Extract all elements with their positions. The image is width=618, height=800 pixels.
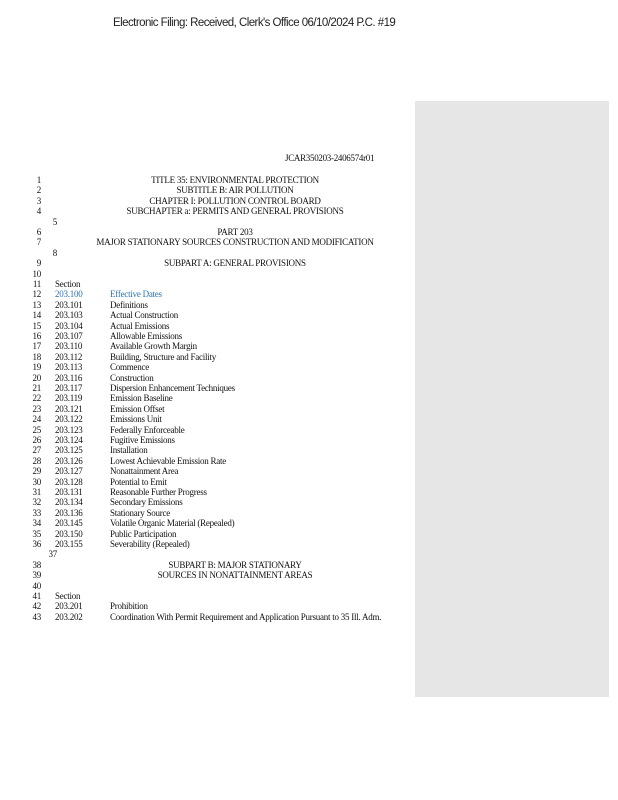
line-row	[0, 185, 618, 195]
section-number: 203.107	[55, 331, 83, 341]
line-row	[0, 248, 618, 258]
line-row	[0, 217, 618, 227]
section-number: 203.110	[55, 341, 83, 352]
line-number: 1	[36, 175, 41, 185]
section-row	[0, 425, 618, 435]
line-row	[0, 570, 618, 580]
section-title: Actual Construction	[110, 310, 178, 321]
line-number: 27	[32, 445, 41, 456]
section-title: Nonattainment Area	[110, 466, 179, 477]
section-number: 203.104	[55, 320, 83, 331]
section-row	[0, 300, 618, 310]
section-number-link[interactable]: 203.100	[55, 289, 83, 300]
section-title: Fugitive Emissions	[110, 435, 175, 445]
line-number: 33	[32, 507, 41, 518]
line-number: 24	[32, 414, 41, 425]
line-row	[0, 237, 618, 247]
section-title: Lowest Achievable Emission Rate	[110, 455, 226, 466]
line-number: 12	[32, 289, 41, 300]
section-row	[0, 383, 618, 393]
line-number: 36	[32, 539, 41, 549]
section-title: Severability (Repealed)	[110, 539, 190, 549]
section-title: Construction	[110, 372, 154, 383]
subpart-b-subheading: SOURCES IN NONATTAINMENT AREAS	[157, 570, 313, 581]
section-title: Secondary Emissions	[110, 497, 183, 508]
line-row	[0, 258, 618, 268]
line-number: 14	[32, 310, 41, 321]
section-title: Building, Structure and Facility	[110, 351, 216, 362]
section-row	[0, 601, 618, 611]
section-number: 203.150	[55, 528, 83, 539]
line-row	[0, 227, 618, 237]
line-number: 30	[32, 476, 41, 487]
line-number: 39	[32, 570, 41, 581]
section-number: 203.201	[55, 601, 83, 612]
line-row	[0, 206, 618, 216]
section-row	[0, 487, 618, 497]
section-title: Stationary Source	[110, 507, 170, 518]
section-number: 203.101	[55, 299, 83, 310]
section-number: 203.126	[55, 455, 83, 466]
line-number: 17	[32, 341, 41, 352]
section-row	[0, 321, 618, 331]
line-row	[0, 581, 618, 591]
section-number: 203.103	[55, 310, 83, 321]
section-title-link[interactable]: Effective Dates	[110, 289, 162, 300]
line-row	[0, 269, 618, 279]
section-row	[0, 529, 618, 539]
section-row	[0, 310, 618, 320]
line-number: 20	[32, 372, 41, 383]
section-number: 203.127	[55, 466, 83, 477]
section-row	[0, 466, 618, 476]
line-number: 10	[32, 268, 41, 279]
line-number: 16	[32, 331, 41, 341]
subpart-b-heading: SUBPART B: MAJOR STATIONARY	[168, 559, 302, 570]
section-row	[0, 404, 618, 414]
section-title: Emission Baseline	[110, 393, 173, 404]
chapter-heading: CHAPTER I: POLLUTION CONTROL BOARD	[149, 195, 321, 206]
line-number: 3	[36, 195, 41, 206]
section-title: Reasonable Further Progress	[110, 487, 207, 497]
section-title: Volatile Organic Material (Repealed)	[110, 518, 235, 529]
section-row	[0, 508, 618, 518]
section-title: Installation	[110, 445, 148, 456]
filing-stamp: Electronic Filing: Received, Clerk's Office 06/10/2024 P.C. #19	[113, 17, 396, 29]
line-number: 23	[32, 403, 41, 414]
section-number: 203.113	[55, 362, 83, 373]
line-number: 15	[32, 320, 41, 331]
section-title: Dispersion Enhancement Techniques	[110, 383, 235, 393]
section-row	[0, 539, 618, 549]
line-number: 4	[36, 206, 41, 217]
section-number: 203.155	[55, 539, 83, 549]
section-row	[0, 341, 618, 351]
line-row	[0, 279, 618, 289]
section-title: Emission Offset	[110, 403, 165, 414]
section-row	[0, 445, 618, 455]
line-number: 31	[32, 487, 41, 497]
line-number: 25	[32, 424, 41, 435]
line-number: 11	[32, 279, 41, 289]
line-number: 29	[32, 466, 41, 477]
section-row	[0, 373, 618, 383]
section-number: 203.124	[55, 435, 83, 445]
section-title: Public Participation	[110, 528, 177, 539]
section-number: 203.112	[55, 351, 83, 362]
line-row	[0, 175, 618, 185]
section-number: 203.116	[55, 372, 83, 383]
section-number: 203.119	[55, 393, 83, 404]
line-number: 18	[32, 351, 41, 362]
line-number: 8	[52, 247, 57, 258]
line-number: 32	[32, 497, 41, 508]
line-row	[0, 560, 618, 570]
section-row	[0, 352, 618, 362]
section-row	[0, 456, 618, 466]
section-number: 203.131	[55, 487, 83, 497]
line-number: 41	[32, 591, 41, 601]
line-row	[0, 591, 618, 601]
document-id: JCAR350203-2406574r01	[285, 153, 375, 163]
section-title: Emissions Unit	[110, 414, 162, 425]
section-number: 203.145	[55, 518, 83, 529]
subpart-a-heading: SUBPART A: GENERAL PROVISIONS	[164, 258, 306, 269]
section-number: 203.117	[55, 383, 83, 393]
line-row	[0, 549, 618, 559]
section-number: 203.136	[55, 507, 83, 518]
section-column-header: Section	[55, 591, 81, 601]
line-number: 6	[36, 227, 41, 237]
line-row	[0, 196, 618, 206]
section-number: 203.134	[55, 497, 83, 508]
line-number: 26	[32, 435, 41, 445]
section-title: Coordination With Permit Requirement and Application Pursuant to 35 Ill. Adm.	[110, 611, 382, 622]
section-title: Prohibition	[110, 601, 148, 612]
section-row	[0, 414, 618, 424]
line-number: 7	[36, 237, 41, 248]
line-number: 42	[32, 601, 41, 612]
line-number: 28	[32, 455, 41, 466]
section-title: Allowable Emissions	[110, 331, 182, 341]
section-title: Federally Enforceable	[110, 424, 185, 435]
line-number: 43	[32, 611, 41, 622]
line-number: 34	[32, 518, 41, 529]
line-number: 40	[32, 580, 41, 591]
line-number: 35	[32, 528, 41, 539]
section-number: 203.125	[55, 445, 83, 456]
part-title: MAJOR STATIONARY SOURCES CONSTRUCTION AND MODIFICATION	[96, 237, 374, 248]
line-number: 38	[32, 559, 41, 570]
line-number: 5	[52, 216, 57, 227]
part-heading: PART 203	[217, 227, 253, 237]
line-number: 37	[48, 549, 57, 560]
line-number: 22	[32, 393, 41, 404]
section-title: Available Growth Margin	[110, 341, 197, 352]
section-number: 203.128	[55, 476, 83, 487]
line-number: 19	[32, 362, 41, 373]
title-heading: TITLE 35: ENVIRONMENTAL PROTECTION	[151, 175, 319, 185]
section-title: Potential to Emit	[110, 476, 167, 487]
section-row	[0, 435, 618, 445]
subchapter-heading: SUBCHAPTER a: PERMITS AND GENERAL PROVISIONS	[126, 206, 344, 217]
section-row	[0, 393, 618, 403]
section-row	[0, 518, 618, 528]
section-row	[0, 331, 618, 341]
line-number: 2	[36, 185, 41, 196]
section-column-header: Section	[55, 279, 81, 289]
section-row	[0, 289, 618, 299]
line-number: 9	[36, 258, 41, 269]
section-row	[0, 362, 618, 372]
section-row	[0, 477, 618, 487]
section-number: 203.122	[55, 414, 83, 425]
section-number: 203.123	[55, 424, 83, 435]
section-title: Actual Emissions	[110, 320, 170, 331]
section-row	[0, 497, 618, 507]
section-title: Commence	[110, 362, 149, 373]
section-number: 203.202	[55, 611, 83, 622]
line-number: 13	[32, 299, 41, 310]
section-number: 203.121	[55, 403, 83, 414]
line-number: 21	[32, 383, 41, 393]
subtitle-heading: SUBTITLE B: AIR POLLUTION	[176, 185, 294, 196]
section-title: Definitions	[110, 299, 148, 310]
section-row	[0, 612, 618, 622]
